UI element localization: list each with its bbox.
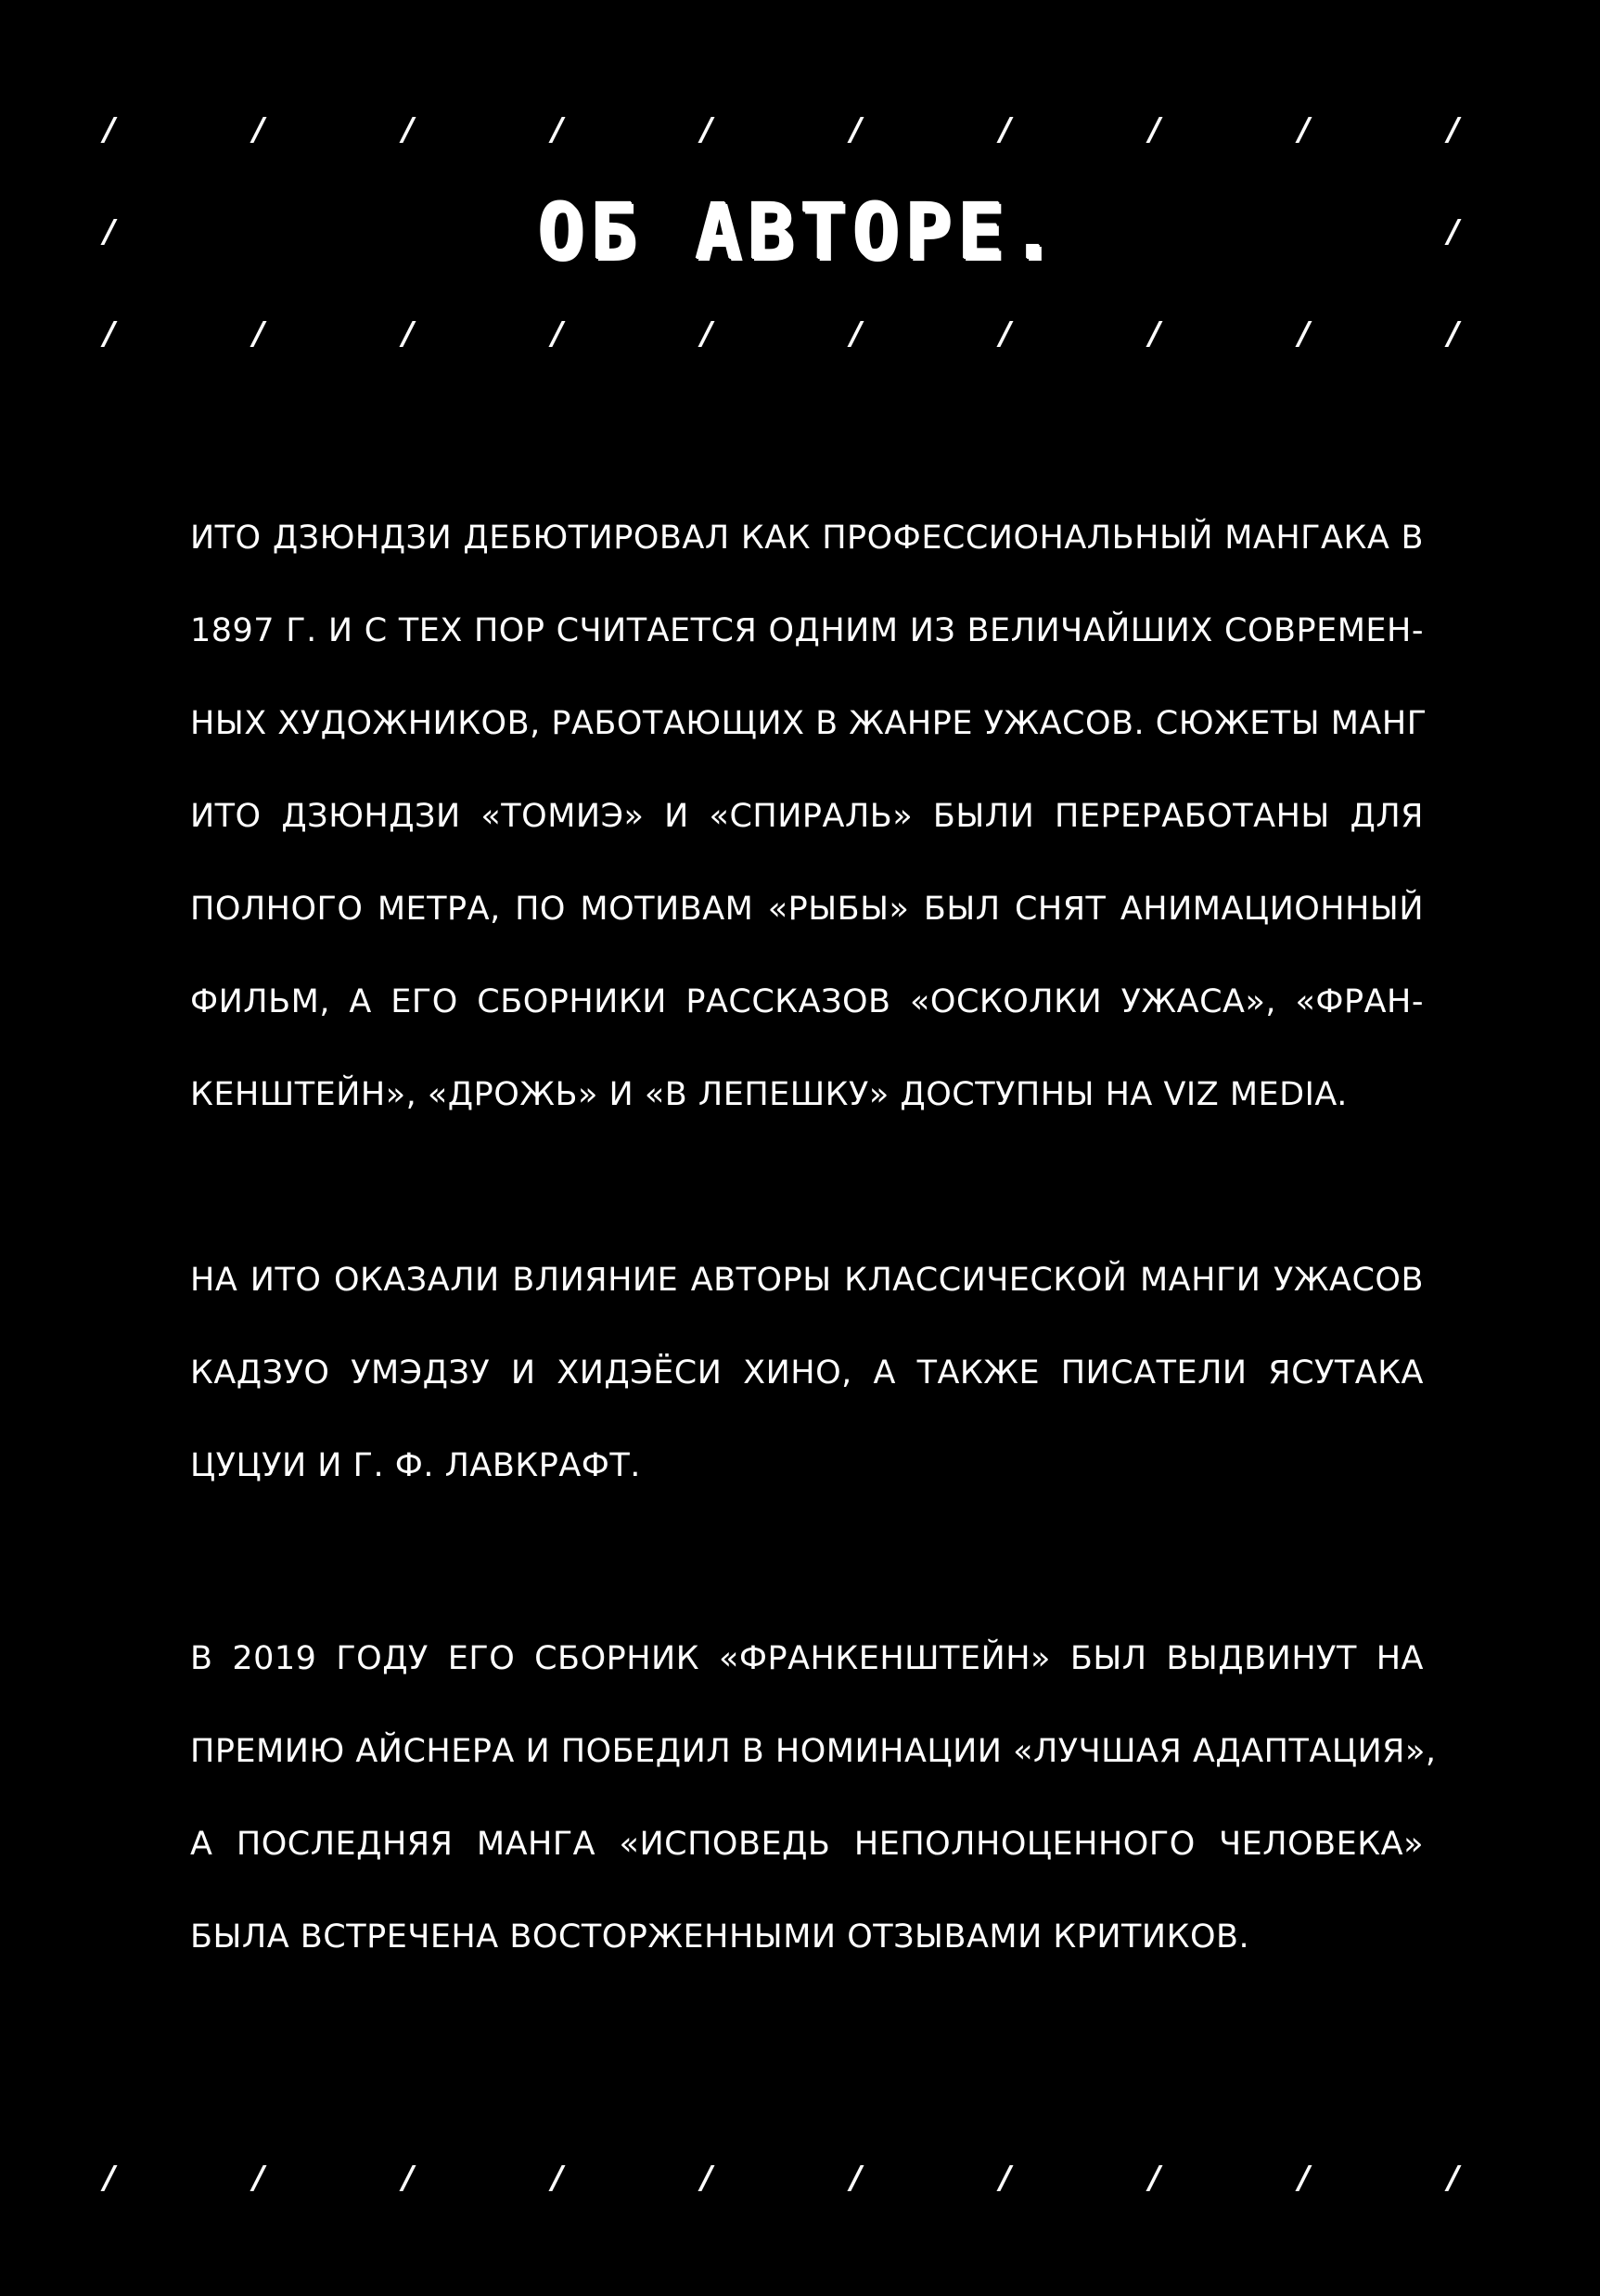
slash-mark: / (1447, 111, 1460, 148)
text-line: КЕНШТЕЙН», «ДРОЖЬ» И «В ЛЕПЕШКУ» ДОСТУПНЫ НА VIZ MEDIA. (190, 1076, 1348, 1113)
text-line: КАДЗУО УМЭДЗУ И ХИДЭЁСИ ХИНО, А ТАКЖЕ ПИСАТЕЛИ ЯСУТАКА (190, 1354, 1424, 1392)
slash-mark: / (103, 2160, 116, 2197)
text-line: ИТО ДЗЮНДЗИ ДЕБЮТИРОВАЛ КАК ПРОФЕССИОНАЛЬНЫЙ МАНГАКА В (190, 519, 1424, 557)
slash-mark: / (700, 315, 713, 353)
slash-mark: / (850, 315, 863, 353)
slash-mark: / (1447, 213, 1460, 250)
slash-mark: / (1148, 315, 1161, 353)
slash-mark: / (402, 111, 415, 148)
slash-mark: / (700, 111, 713, 148)
slash-mark: / (551, 2160, 564, 2197)
slash-mark: / (402, 2160, 415, 2197)
slash-mark: / (551, 315, 564, 353)
slash-mark: / (1298, 111, 1311, 148)
slash-mark: / (1447, 315, 1460, 353)
slash-mark: / (1148, 111, 1161, 148)
text-line: 1897 Г. И С ТЕХ ПОР СЧИТАЕТСЯ ОДНИМ ИЗ ВЕЛИЧАЙШИХ СОВРЕМЕН- (190, 612, 1424, 649)
text-line: А ПОСЛЕДНЯЯ МАНГА «ИСПОВЕДЬ НЕПОЛНОЦЕННОГО ЧЕЛОВЕКА» (190, 1826, 1424, 1863)
slash-mark: / (252, 315, 265, 353)
text-line: ЦУЦУИ И Г. Ф. ЛАВКРАФТ. (190, 1447, 641, 1484)
slash-mark: / (252, 111, 265, 148)
slash-mark: / (551, 111, 564, 148)
slash-mark: / (103, 315, 116, 353)
text-line: НА ИТО ОКАЗАЛИ ВЛИЯНИЕ АВТОРЫ КЛАССИЧЕСКОЙ МАНГИ УЖАСОВ (190, 1262, 1424, 1299)
text-line: В 2019 ГОДУ ЕГО СБОРНИК «ФРАНКЕНШТЕЙН» БЫЛ ВЫДВИНУТ НА (190, 1640, 1424, 1677)
slash-mark: / (999, 111, 1012, 148)
slash-mark: / (850, 2160, 863, 2197)
slash-mark: / (1298, 2160, 1311, 2197)
paragraph-career (190, 492, 1427, 1141)
slash-mark: / (700, 2160, 713, 2197)
text-line: БЫЛА ВСТРЕЧЕНА ВОСТОРЖЕННЫМИ ОТЗЫВАМИ КРИТИКОВ. (190, 1918, 1250, 1956)
paragraph-influences (190, 1234, 1424, 1512)
slash-mark: / (1298, 315, 1311, 353)
slash-mark: / (1447, 2160, 1460, 2197)
top-slash-border (0, 102, 1600, 158)
text-line: ФИЛЬМ, А ЕГО СБОРНИКИ РАССКАЗОВ «ОСКОЛКИ УЖАСА», «ФРАН- (190, 983, 1424, 1020)
text-line: ИТО ДЗЮНДЗИ «ТОМИЭ» И «СПИРАЛЬ» БЫЛИ ПЕРЕРАБОТАНЫ ДЛЯ (190, 798, 1424, 835)
slash-mark: / (402, 315, 415, 353)
slash-mark: / (850, 111, 863, 148)
text-line: НЫХ ХУДОЖНИКОВ, РАБОТАЮЩИХ В ЖАНРЕ УЖАСОВ. СЮЖЕТЫ МАНГ (190, 705, 1427, 742)
text-line: ПОЛНОГО МЕТРА, ПО МОТИВАМ «РЫБЫ» БЫЛ СНЯТ АНИМАЦИОННЫЙ (190, 891, 1424, 928)
slash-mark: / (103, 213, 116, 250)
text-line: ПРЕМИЮ АЙСНЕРА И ПОБЕДИЛ В НОМИНАЦИИ «ЛУЧШАЯ АДАПТАЦИЯ», (190, 1733, 1437, 1770)
bottom-slash-border (0, 2150, 1600, 2206)
slash-mark: / (103, 111, 116, 148)
slash-mark: / (1148, 2160, 1161, 2197)
slash-mark: / (252, 2160, 265, 2197)
under-title-slash-border (0, 306, 1600, 362)
paragraph-awards (190, 1612, 1437, 1983)
page-title: ОБ АВТОРЕ. (537, 186, 1063, 277)
slash-mark: / (999, 2160, 1012, 2197)
slash-mark: / (999, 315, 1012, 353)
